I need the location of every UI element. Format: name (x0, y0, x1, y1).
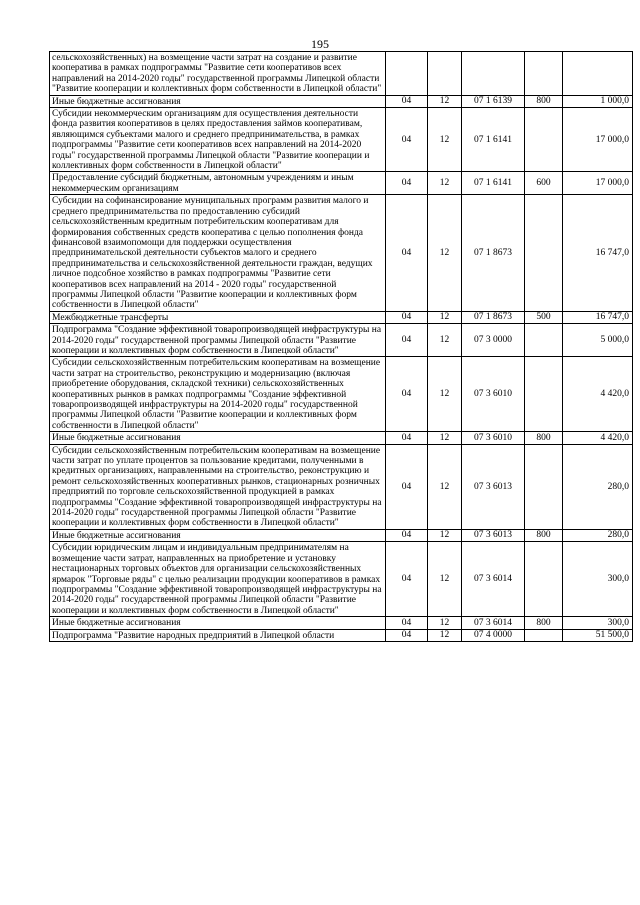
table-row (50, 617, 633, 629)
amount-cell: 300,0 (563, 542, 633, 617)
target-article-cell: 07 3 6014 (462, 617, 525, 629)
section-code-cell: 04 (386, 529, 428, 541)
target-article-cell: 07 1 8673 (462, 311, 525, 323)
table-row (50, 172, 633, 195)
subsection-code-cell: 12 (428, 529, 462, 541)
table-row (50, 444, 633, 529)
amount-cell: 16 747,0 (563, 311, 633, 323)
subsection-code-cell: 12 (428, 95, 462, 107)
row-name-cell: Иные бюджетные ассигнования (50, 617, 386, 629)
section-code-cell: 04 (386, 324, 428, 357)
row-name-cell: Межбюджетные трансферты (50, 311, 386, 323)
target-article-cell: 07 3 6014 (462, 542, 525, 617)
row-name-cell: Иные бюджетные ассигнования (50, 529, 386, 541)
subsection-code-cell (428, 52, 462, 96)
section-code-cell: 04 (386, 629, 428, 641)
subsection-code-cell: 12 (428, 617, 462, 629)
page-number: 195 (311, 37, 329, 51)
section-code-cell: 04 (386, 357, 428, 432)
amount-cell (563, 52, 633, 96)
table-row (50, 324, 633, 357)
expense-type-cell: 800 (525, 529, 563, 541)
row-name-cell: Иные бюджетные ассигнования (50, 95, 386, 107)
amount-cell: 280,0 (563, 529, 633, 541)
table-row (50, 432, 633, 444)
expense-type-cell (525, 52, 563, 96)
target-article-cell: 07 3 6013 (462, 444, 525, 529)
row-name-cell: Субсидии сельскохозяйственным потребительским кооперативам на возмещение части затрат на строительство, реконструкцию и модернизацию (включая приобретение оборудования, складской техники) сельскохозяйственных кооперативных рынков в рамках подпрограммы "Создание эффективной товаропроизводящей инфраструктуры на 2014-2020 годы" государственной программы Липецкой области "Развитие кооперации и коллективных форм собственности в Липецкой области" (50, 357, 386, 432)
expense-type-cell (525, 357, 563, 432)
subsection-code-cell: 12 (428, 444, 462, 529)
subsection-code-cell: 12 (428, 357, 462, 432)
budget-table (49, 51, 633, 642)
subsection-code-cell: 12 (428, 629, 462, 641)
expense-type-cell (525, 629, 563, 641)
subsection-code-cell: 12 (428, 311, 462, 323)
target-article-cell: 07 1 6141 (462, 172, 525, 195)
amount-cell: 17 000,0 (563, 108, 633, 172)
section-code-cell: 04 (386, 444, 428, 529)
amount-cell: 51 500,0 (563, 629, 633, 641)
section-code-cell: 04 (386, 542, 428, 617)
section-code-cell: 04 (386, 617, 428, 629)
amount-cell: 4 420,0 (563, 357, 633, 432)
target-article-cell: 07 1 6139 (462, 95, 525, 107)
expense-type-cell (525, 324, 563, 357)
row-name-cell: Субсидии на софинансирование муниципальных программ развития малого и среднего предпринимательства по предоставлению субсидий сельскохозяйственным кредитным потребительским кооперативам для формирования собственных средств кооператива с целью пополнения фонда финансовой взаимопомощи для поддержки осуществления предпринимательской деятельности субъектов малого и среднего предпринимательства и сельскохозяйственной деятельности граждан, ведущих личное подсобное хозяйство в рамках подпрограммы "Развитие сети кооперативов всех направлений на 2014 - 2020 годы" государственной программы Липецкой области "Развитие кооперации и коллективных форм собственности в Липецкой области" (50, 195, 386, 311)
expense-type-cell (525, 195, 563, 311)
section-code-cell: 04 (386, 172, 428, 195)
budget-table-body (50, 52, 633, 642)
target-article-cell: 07 3 0000 (462, 324, 525, 357)
table-row (50, 108, 633, 172)
amount-cell: 16 747,0 (563, 195, 633, 311)
section-code-cell: 04 (386, 195, 428, 311)
table-row (50, 529, 633, 541)
target-article-cell: 07 1 8673 (462, 195, 525, 311)
row-name-cell: Предоставление субсидий бюджетным, автономным учреждениям и иным некоммерческим организациям (50, 172, 386, 195)
subsection-code-cell: 12 (428, 324, 462, 357)
target-article-cell: 07 3 6013 (462, 529, 525, 541)
target-article-cell: 07 3 6010 (462, 432, 525, 444)
amount-cell: 17 000,0 (563, 172, 633, 195)
section-code-cell: 04 (386, 108, 428, 172)
amount-cell: 5 000,0 (563, 324, 633, 357)
expense-type-cell: 500 (525, 311, 563, 323)
table-row (50, 311, 633, 323)
table-row (50, 357, 633, 432)
table-row (50, 195, 633, 311)
target-article-cell (462, 52, 525, 96)
subsection-code-cell: 12 (428, 108, 462, 172)
table-row (50, 95, 633, 107)
amount-cell: 4 420,0 (563, 432, 633, 444)
row-name-cell: Подпрограмма "Создание эффективной товаропроизводящей инфраструктуры на 2014-2020 годы" государственной программы Липецкой области "Развитие кооперации и коллективных форм собственности в Липецкой области" (50, 324, 386, 357)
amount-cell: 1 000,0 (563, 95, 633, 107)
table-row (50, 629, 633, 641)
amount-cell: 280,0 (563, 444, 633, 529)
expense-type-cell: 800 (525, 432, 563, 444)
amount-cell: 300,0 (563, 617, 633, 629)
expense-type-cell: 800 (525, 617, 563, 629)
section-code-cell: 04 (386, 95, 428, 107)
row-name-cell: Субсидии юридическим лицам и индивидуальным предпринимателям на возмещение части затрат, направленных на приобретение и установку нестационарных торговых объектов для организации сельскохозяйственных ярмарок "Торговые ряды" с целью реализации продукции кооперативов в рамках подпрограммы "Создание эффективной товаропроизводящей инфраструктуры на 2014-2020 годы" государственной программы Липецкой области "Развитие кооперации и коллективных форм собственности в Липецкой области" (50, 542, 386, 617)
target-article-cell: 07 4 0000 (462, 629, 525, 641)
expense-type-cell (525, 444, 563, 529)
expense-type-cell: 600 (525, 172, 563, 195)
target-article-cell: 07 1 6141 (462, 108, 525, 172)
expense-type-cell: 800 (525, 95, 563, 107)
expense-type-cell (525, 542, 563, 617)
target-article-cell: 07 3 6010 (462, 357, 525, 432)
row-name-cell: Субсидии сельскохозяйственным потребительским кооперативам на возмещение части затрат по уплате процентов за пользование кредитами, полученными в кредитных организациях, направленными на строительство, реконструкцию и ремонт сельскохозяйственных кооперативных рынков, стационарных розничных предприятий по торговле сельскохозяйственной продукцией в рамках подпрограммы "Создание эффективной товаропроизводящей инфраструктуры на 2014-2020 годы" государственной программы Липецкой области "Развитие кооперации и коллективных форм собственности в Липецкой области" (50, 444, 386, 529)
table-row (50, 542, 633, 617)
subsection-code-cell: 12 (428, 172, 462, 195)
section-code-cell (386, 52, 428, 96)
subsection-code-cell: 12 (428, 542, 462, 617)
expense-type-cell (525, 108, 563, 172)
table-row (50, 52, 633, 96)
row-name-cell: Подпрограмма "Развитие народных предприятий в Липецкой области (50, 629, 386, 641)
section-code-cell: 04 (386, 311, 428, 323)
row-name-cell: сельскохозяйственных) на возмещение части затрат на создание и развитие кооператива в рамках подпрограммы "Развитие сети кооперативов всех направлений на 2014-2020 годы" государственной программы Липецкой области "Развитие кооперации и коллективных форм собственности в Липецкой области" (50, 52, 386, 96)
section-code-cell: 04 (386, 432, 428, 444)
subsection-code-cell: 12 (428, 432, 462, 444)
subsection-code-cell: 12 (428, 195, 462, 311)
row-name-cell: Иные бюджетные ассигнования (50, 432, 386, 444)
row-name-cell: Субсидии некоммерческим организациям для осуществления деятельности фонда развития кооперативов в целях предоставления займов кооперативам, являющимся субъектами малого и среднего предпринимательства, в рамках подпрограммы "Развитие сети кооперативов всех направлений на 2014-2020 годы" государственной программы Липецкой области "Развитие кооперации и коллективных форм собственности в Липецкой области" (50, 108, 386, 172)
